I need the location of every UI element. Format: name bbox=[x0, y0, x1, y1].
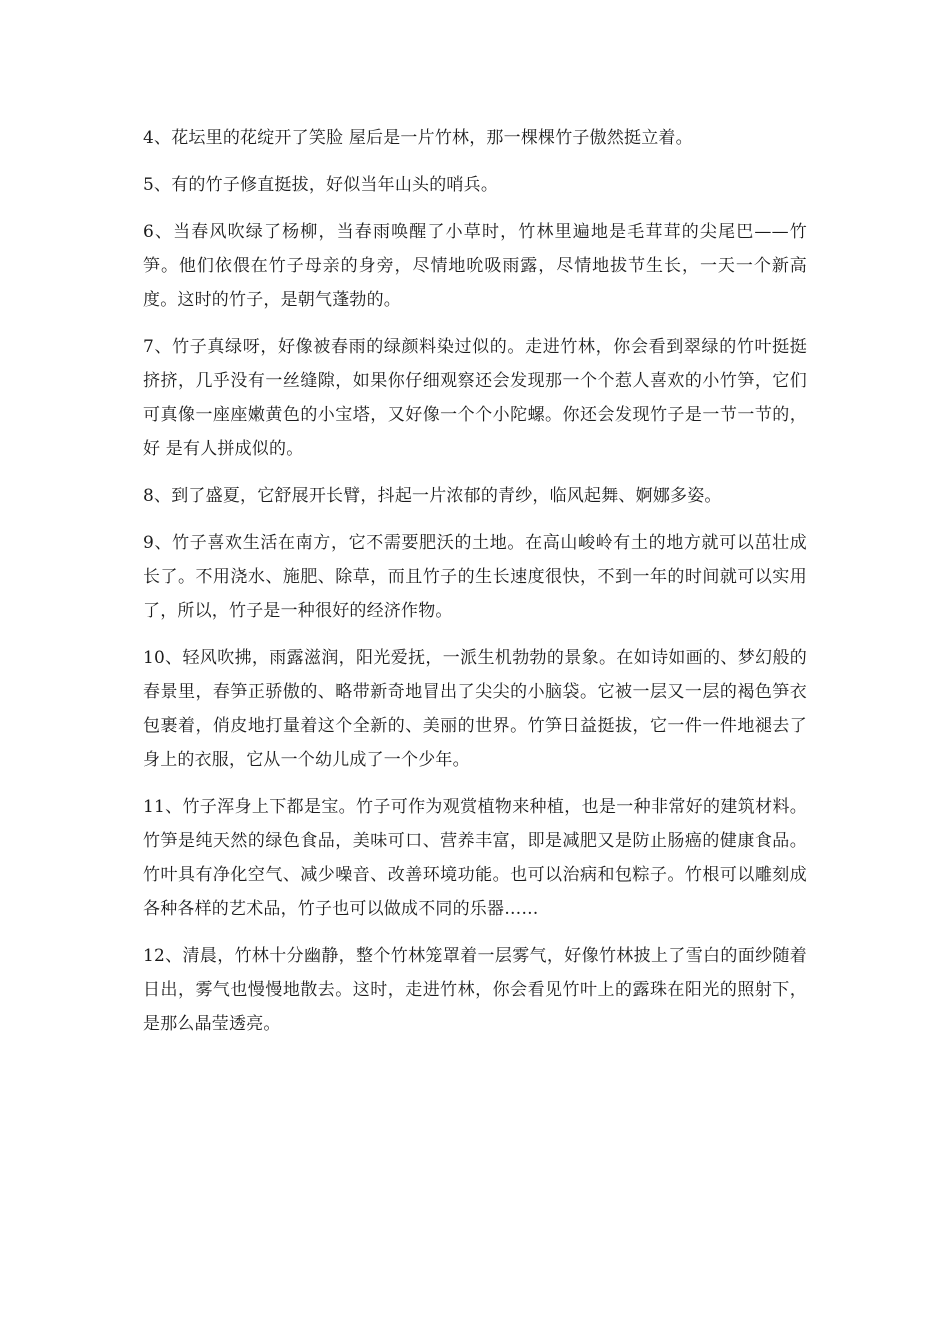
paragraph-4: 4、花坛里的花绽开了笑脸 屋后是一片竹林，那一棵棵竹子傲然挺立着。 bbox=[143, 128, 693, 148]
paragraph-8: 8、到了盛夏，它舒展开长臂，抖起一片浓郁的青纱，临风起舞、婀娜多姿。 bbox=[143, 486, 722, 506]
document-body bbox=[143, 121, 807, 1054]
paragraph-11: 11、竹子浑身上下都是宝。竹子可作为观赏植物来种植，也是一种非常好的建筑材料。竹笋是纯天然的绿色食品，美味可口、营养丰富，即是减肥又是防止肠癌的健康食品。竹叶具有净化空气、减少噪音、改善环境功能。也可以治病和包粽子。竹根可以雕刻成各种各样的艺术品，竹子也可以做成不同的乐器…… bbox=[143, 797, 807, 919]
paragraph-9: 9、竹子喜欢生活在南方，它不需要肥沃的土地。在高山峻岭有土的地方就可以茁壮成长了。不用浇水、施肥、除草，而且竹子的生长速度很快，不到一年的时间就可以实用了，所以，竹子是一种很好的经济作物。 bbox=[143, 533, 807, 621]
paragraph-5: 5、有的竹子修直挺拔，好似当年山头的哨兵。 bbox=[143, 175, 499, 195]
paragraph-6: 6、当春风吹绿了杨柳，当春雨唤醒了小草时，竹林里遍地是毛茸茸的尖尾巴——竹笋。他们依偎在竹子母亲的身旁，尽情地吮吸雨露，尽情地拔节生长，一天一个新高度。这时的竹子，是朝气蓬勃的。 bbox=[143, 222, 807, 310]
paragraph-10: 10、轻风吹拂，雨露滋润，阳光爱抚，一派生机勃勃的景象。在如诗如画的、梦幻般的春景里，春笋正骄傲的、略带新奇地冒出了尖尖的小脑袋。它被一层又一层的褐色笋衣包裹着，俏皮地打量着这个全新的、美丽的世界。竹笋日益挺拔，它一件一件地褪去了身上的衣服，它从一个幼儿成了一个少年。 bbox=[143, 648, 807, 770]
paragraph-7: 7、竹子真绿呀，好像被春雨的绿颜料染过似的。走进竹林，你会看到翠绿的竹叶挺挺挤挤，几乎没有一丝缝隙，如果你仔细观察还会发现那一个个惹人喜欢的小竹笋，它们可真像一座座嫩黄色的小宝塔，又好像一个个小陀螺。你还会发现竹子是一节一节的，好 是有人拼成似的。 bbox=[143, 337, 807, 459]
paragraph-12: 12、清晨，竹林十分幽静，整个竹林笼罩着一层雾气，好像竹林披上了雪白的面纱随着日出，雾气也慢慢地散去。这时，走进竹林，你会看见竹叶上的露珠在阳光的照射下，是那么晶莹透亮。 bbox=[143, 946, 807, 1034]
